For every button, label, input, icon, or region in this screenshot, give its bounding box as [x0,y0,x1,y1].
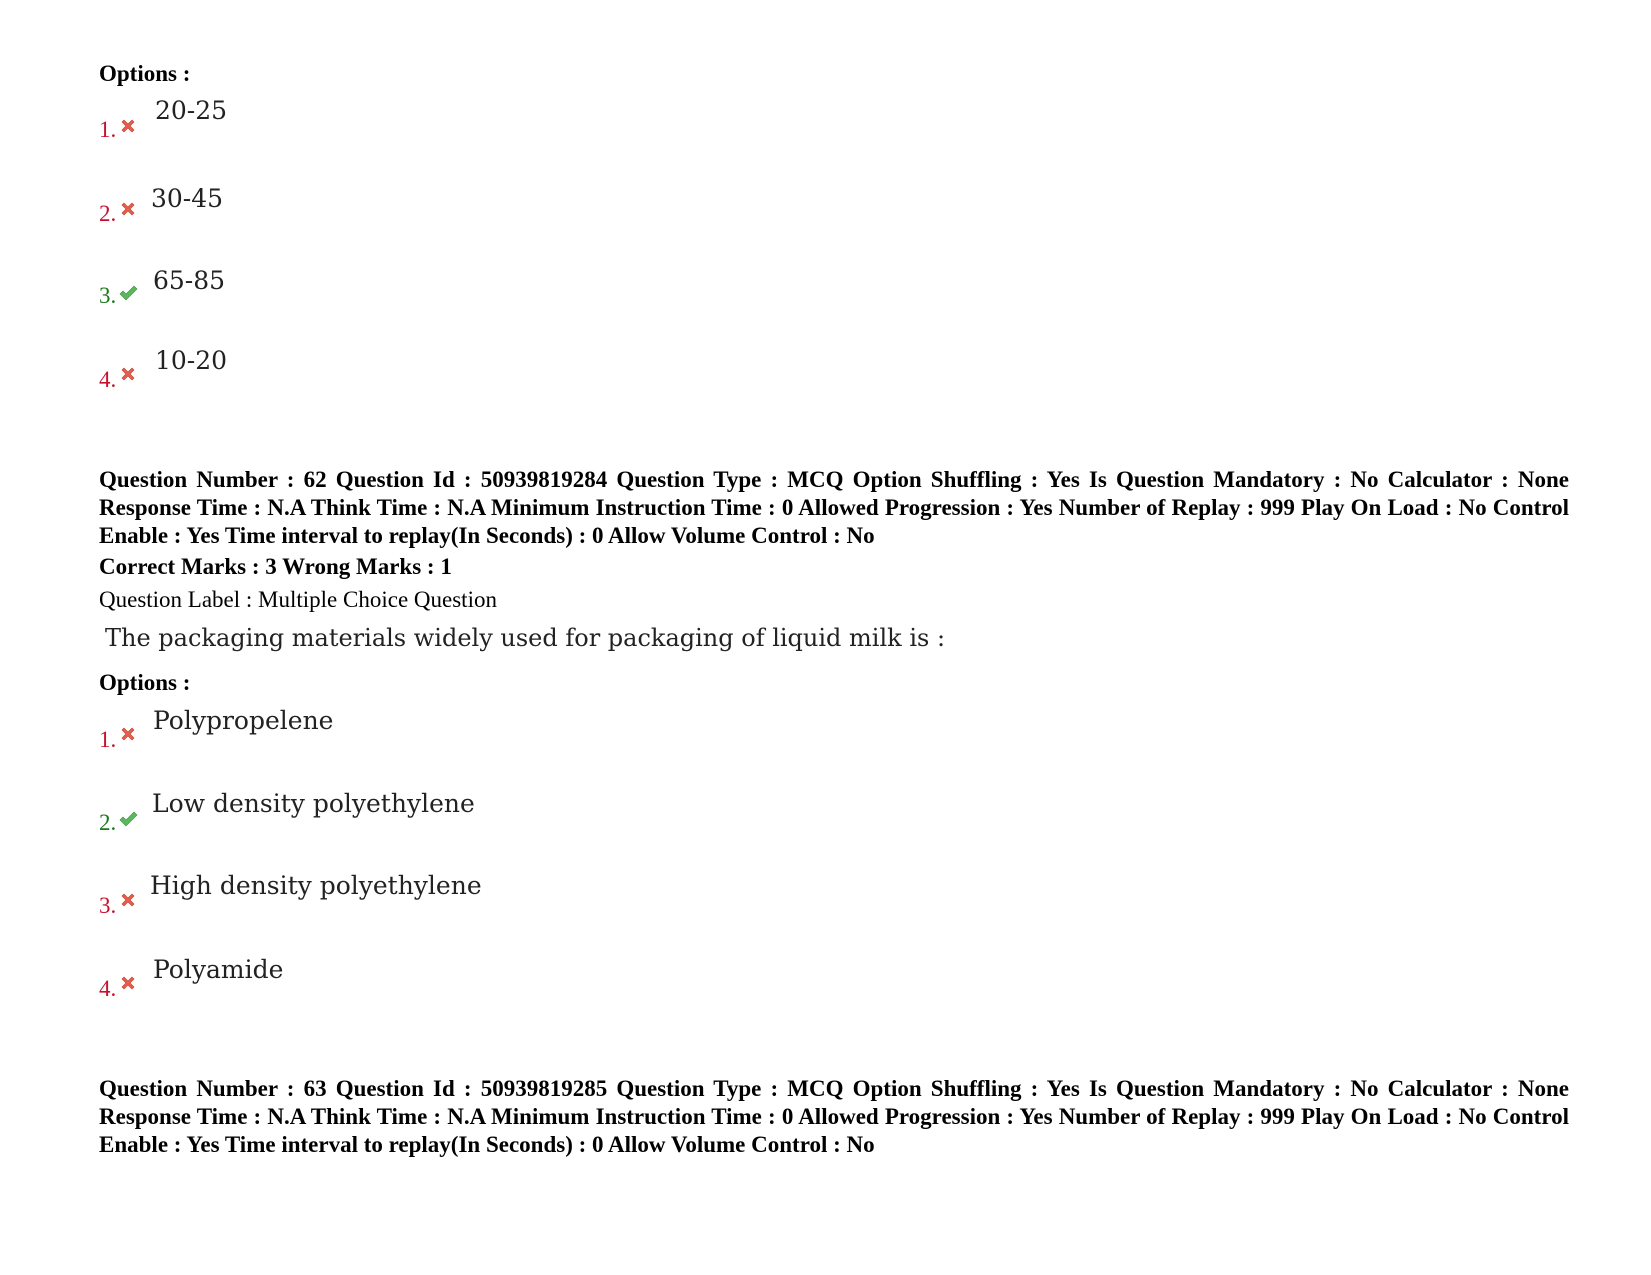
option-text: High density polyethylene [150,871,482,900]
option-row [99,266,799,306]
question-marks: Correct Marks : 3 Wrong Marks : 1 [99,554,452,579]
option-row [99,871,799,918]
option-number: 3. [99,893,117,918]
option-text: Polypropelene [153,706,334,735]
check-icon [118,283,138,303]
option-number: 4. [99,367,117,392]
options-label: Options : [99,670,191,695]
option-text: 20-25 [155,96,228,125]
cross-icon [118,364,138,384]
cross-icon [118,890,138,910]
option-row [99,789,799,835]
option-row [99,706,799,752]
option-number: 3. [99,283,117,308]
cross-icon [118,973,138,993]
option-number: 1. [99,117,117,142]
option-text: 30-45 [151,184,224,213]
question-meta: Question Number : 62 Question Id : 50939819284 Question Type : MCQ Option Shuffling : Yes Is Question Mandatory : No Calculator : None Response Time : N.A Think Time : N.A Minimum Instruction Time : 0 Allowed Progression : Yes Number of Replay : 999 Play On Load : No Control Enable : Yes Time interval to replay(In Seconds) : 0 Allow Volume Control : No [99,467,1569,548]
check-icon [118,809,138,829]
option-text: 65-85 [153,266,226,295]
question-meta: Question Number : 63 Question Id : 50939819285 Question Type : MCQ Option Shuffling : Yes Is Question Mandatory : No Calculator : None Response Time : N.A Think Time : N.A Minimum Instruction Time : 0 Allowed Progression : Yes Number of Replay : 999 Play On Load : No Control Enable : Yes Time interval to replay(In Seconds) : 0 Allow Volume Control : No [99,1076,1569,1157]
option-number: 4. [99,976,117,1001]
option-number: 1. [99,727,117,752]
option-text: Low density polyethylene [152,789,475,818]
question-label: Question Label : Multiple Choice Question [99,587,497,612]
option-row [99,955,799,1001]
option-number: 2. [99,810,117,835]
option-text: Polyamide [153,955,284,984]
option-text: 10-20 [155,346,228,375]
question-text: The packaging materials widely used for packaging of liquid milk is : [105,624,946,652]
option-row [99,96,799,142]
option-row [99,346,799,392]
cross-icon [118,116,138,136]
cross-icon [118,199,138,219]
cross-icon [118,724,138,744]
options-label: Options : [99,61,191,86]
option-row [99,184,799,224]
option-number: 2. [99,201,117,226]
